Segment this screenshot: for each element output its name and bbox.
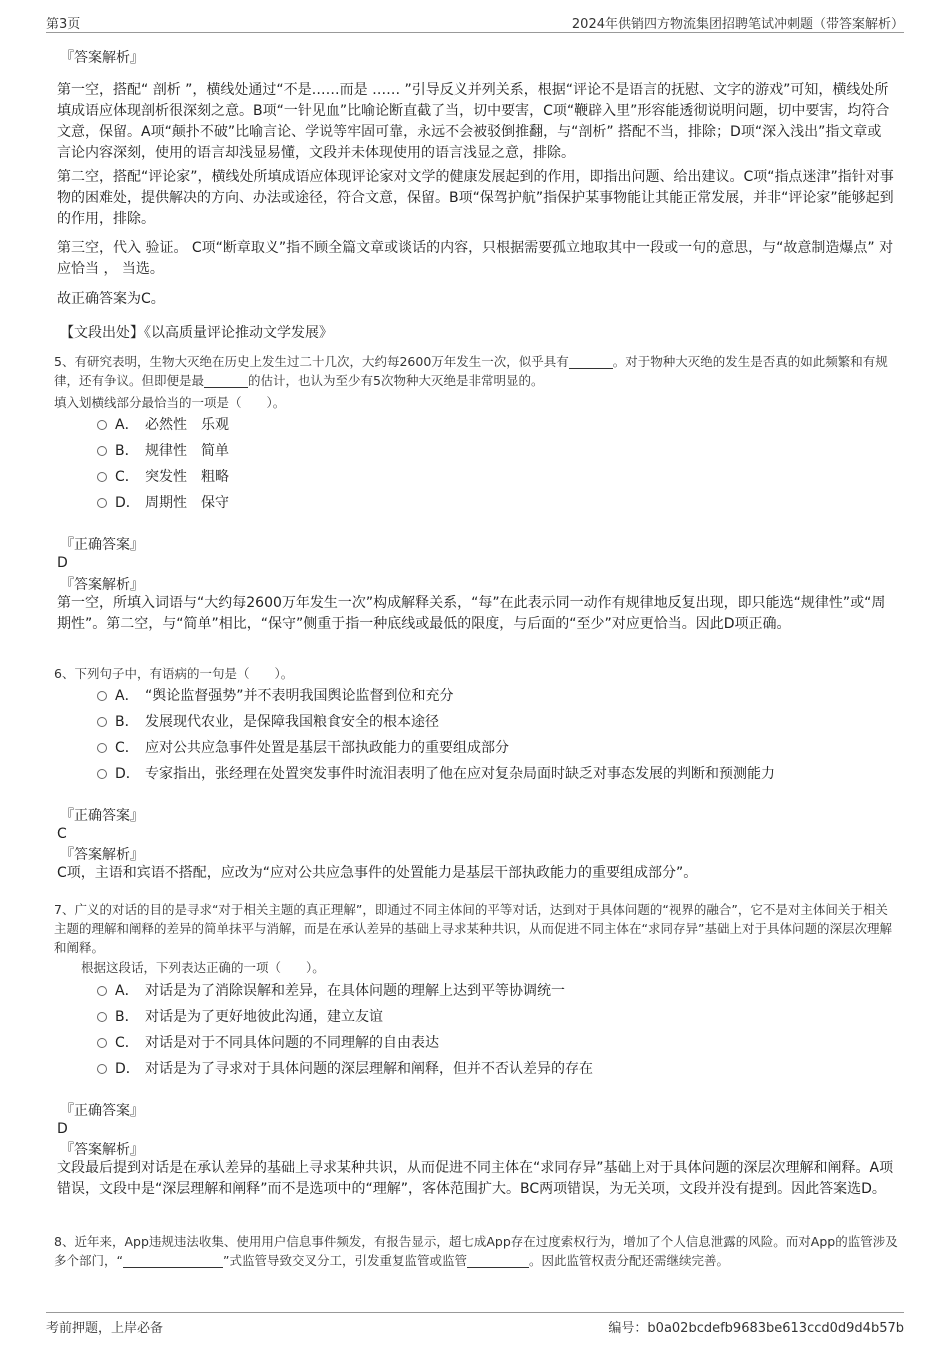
question-7-analysis: 文段最后提到对话是在承认差异的基础上寻求某种共识，从而促进不同主体在“求同存异”基础上对于具体问题的深层次理解和阐释。A项错误，文段中是“深层理解和阐释”而不是选项中的“理解”，客体范围扩大。BC两项错误，为无关项，文段并没有提到。因此答案选D。 [57, 1160, 894, 1197]
option-letter: C． [115, 740, 139, 756]
question-7-prompt: 根据这段话，下列表达正确的一项（ ）。 [81, 960, 325, 975]
fill-blank [569, 354, 613, 369]
question-5-option-c[interactable] [97, 467, 229, 487]
question-7-option-c[interactable] [97, 1033, 439, 1053]
option-letter: D． [115, 766, 140, 782]
question-8-stem-part-2: ”式监管导致交叉分工，引发重复监管或监管 [222, 1253, 467, 1268]
radio-icon[interactable] [97, 446, 107, 456]
question-6-stem: 6、下列句子中，有语病的一句是（ ）。 [54, 666, 294, 681]
question-6-analysis-label: 『答案解析』 [60, 847, 144, 863]
option-letter: C． [115, 1035, 139, 1051]
fill-blank [123, 1253, 223, 1268]
question-6-option-b[interactable] [97, 712, 439, 732]
footer-slogan: 考前押题，上岸必备 [46, 1321, 164, 1336]
option-text: 专家指出，张经理在处置突发事件时流泪表明了他在应对复杂局面时缺乏对事态发展的判断和预测能力 [145, 766, 775, 782]
option-letter: D． [115, 495, 140, 511]
analysis-label: 『答案解析』 [60, 50, 144, 66]
question-6-option-c[interactable] [97, 738, 509, 758]
page-header [46, 10, 904, 33]
document-serial: 编号：b0a02bcdefb9683be613ccd0d9d4b57b [608, 1321, 904, 1336]
page-number: 第3页 [46, 17, 81, 32]
option-text: 规律性 简单 [145, 443, 229, 459]
option-text: 对话是为了更好地彼此沟通，建立友谊 [145, 1009, 383, 1025]
question-7-option-b[interactable] [97, 1007, 383, 1027]
question-7-answer-label: 『正确答案』 [60, 1103, 144, 1119]
question-7-stem: 7、广义的对话的目的是寻求“对于相关主题的真正理解”，即通过不同主体间的平等对话，达到对于具体问题的“视界的融合”，它不是对主体间关于相关主题的理解和阐释的差异的简单抹平与消解，而是在承认差异的基础上寻求某种共识，从而促进不同主体在“求同存异”基础上对于具体问题的深层次理解和阐释。 [54, 902, 892, 955]
question-7-option-d[interactable] [97, 1059, 593, 1079]
option-text: 对话是对于不同具体问题的不同理解的自由表达 [145, 1035, 439, 1051]
fill-blank [467, 1253, 529, 1268]
document-title: 2024年供销四方物流集团招聘笔试冲刺题（带答案解析） [571, 17, 904, 32]
option-text: 应对公共应急事件处置是基层干部执政能力的重要组成部分 [145, 740, 509, 756]
option-letter: B． [115, 714, 139, 730]
question-5-option-a[interactable] [97, 415, 229, 435]
radio-icon[interactable] [97, 420, 107, 430]
question-7-analysis-label: 『答案解析』 [60, 1142, 144, 1158]
question-8-stem-part-1: 8、近年来，App违规违法收集、使用用户信息事件频发，有报告显示，超七成App存在过度索权行为，增加了个人信息泄露的风险。而对App的监管涉及多个部门，“ [54, 1234, 898, 1268]
option-text: 必然性 乐观 [145, 417, 229, 433]
question-5-analysis-label: 『答案解析』 [60, 577, 144, 593]
source-citation: 【文段出处】《以高质量评论推动文学发展》 [60, 325, 333, 341]
question-8-stem [54, 1232, 899, 1270]
option-letter: B． [115, 1009, 139, 1025]
option-text: “舆论监督强势”并不表明我国舆论监督到位和充分 [145, 688, 454, 704]
question-6-answer: C [57, 826, 67, 842]
radio-icon[interactable] [97, 986, 107, 996]
analysis-conclusion: 故正确答案为C。 [57, 291, 165, 307]
option-letter: A． [115, 983, 139, 999]
option-letter: B． [115, 443, 139, 459]
question-5-answer: D [57, 555, 68, 571]
option-letter: A． [115, 417, 139, 433]
question-5-stem [54, 352, 899, 390]
question-6-analysis: C项，主语和宾语不搭配，应改为“应对公共应急事件的处置能力是基层干部执政能力的重要组成部分”。 [57, 865, 698, 881]
analysis-paragraph-1: 第一空，搭配“ 剖析 ”，横线处通过“不是……而是 …… ”引导反义并列关系，根据“评论不是语言的抚慰、文字的游戏”可知，横线处所填成语应体现剖析很深刻之意。B项“一针见血”比喻论断直截了当，切中要害，C项“鞭辟入里”形容能透彻说明问题，切中要害，均符合文意，保留。A项“颠扑不破”比喻言论、学说等牢固可靠，永远不会被驳倒推翻，与“剖析” 搭配不当，排除；D项“深入浅出”指文章或言论内容深刻，使用的语言却浅显易懂，文段并未体现使用的语言浅显之意，排除。 [57, 82, 890, 161]
option-text: 周期性 保守 [145, 495, 229, 511]
question-6-option-a[interactable] [97, 686, 454, 706]
question-5-stem-part-1: 5、有研究表明，生物大灭绝在历史上发生过二十几次，大约每2600万年发生一次，似乎具有 [54, 354, 569, 369]
radio-icon[interactable] [97, 717, 107, 727]
radio-icon[interactable] [97, 691, 107, 701]
radio-icon[interactable] [97, 1064, 107, 1074]
question-6-option-d[interactable] [97, 764, 775, 784]
question-8-stem-part-3: 。因此监管权责分配还需继续完善。 [528, 1253, 729, 1268]
radio-icon[interactable] [97, 1038, 107, 1048]
question-5-stem-part-3: 的估计，也认为至少有5次物种大灭绝是非常明显的。 [248, 373, 544, 388]
question-5-option-d[interactable] [97, 493, 229, 513]
question-7-option-a[interactable] [97, 981, 565, 1001]
radio-icon[interactable] [97, 472, 107, 482]
option-letter: A． [115, 688, 139, 704]
question-6-answer-label: 『正确答案』 [60, 808, 144, 824]
question-5-option-b[interactable] [97, 441, 229, 461]
analysis-paragraph-2: 第二空，搭配“评论家”，横线处所填成语应体现评论家对文学的健康发展起到的作用，即指出问题、给出建议。C项“指点迷津”指针对事物的困难处，提供解决的方向、办法或途径，符合文意，保留。B项“保驾护航”指保护某事物能让其能正常发展，并非“评论家”能够起到的作用，排除。 [57, 169, 894, 227]
question-5-stem-part-2: 。对于物种大灭绝的发生是否真的如此频繁和有规律，还有争议。但即便是最 [54, 354, 888, 388]
question-7-answer: D [57, 1121, 68, 1137]
page-footer [46, 1312, 904, 1337]
option-text: 对话是为了寻求对于具体问题的深层理解和阐释，但并不否认差异的存在 [145, 1061, 593, 1077]
question-5-answer-label: 『正确答案』 [60, 537, 144, 553]
radio-icon[interactable] [97, 769, 107, 779]
radio-icon[interactable] [97, 1012, 107, 1022]
option-text: 对话是为了消除误解和差异，在具体问题的理解上达到平等协调统一 [145, 983, 565, 999]
analysis-paragraph-3: 第三空，代入 验证。 C项“断章取义”指不顾全篇文章或谈话的内容，只根据需要孤立地取其中一段或一句的意思，与“故意制造爆点” 对应恰当 ， 当选。 [57, 240, 894, 277]
option-letter: D． [115, 1061, 140, 1077]
option-text: 发展现代农业，是保障我国粮食安全的根本途径 [145, 714, 439, 730]
question-5-prompt: 填入划横线部分最恰当的一项是（ ）。 [54, 395, 286, 410]
option-letter: C． [115, 469, 139, 485]
fill-blank [204, 373, 248, 388]
radio-icon[interactable] [97, 743, 107, 753]
radio-icon[interactable] [97, 498, 107, 508]
option-text: 突发性 粗略 [145, 469, 229, 485]
question-5-analysis: 第一空，所填入词语与“大约每2600万年发生一次”构成解释关系，“每”在此表示同一动作有规律地反复出现，即只能选“规律性”或“周期性”。第二空，与“简单”相比，“保守”侧重于指一种底线或最低的限度，与后面的“至少”对应更恰当。因此D项正确。 [57, 595, 886, 632]
